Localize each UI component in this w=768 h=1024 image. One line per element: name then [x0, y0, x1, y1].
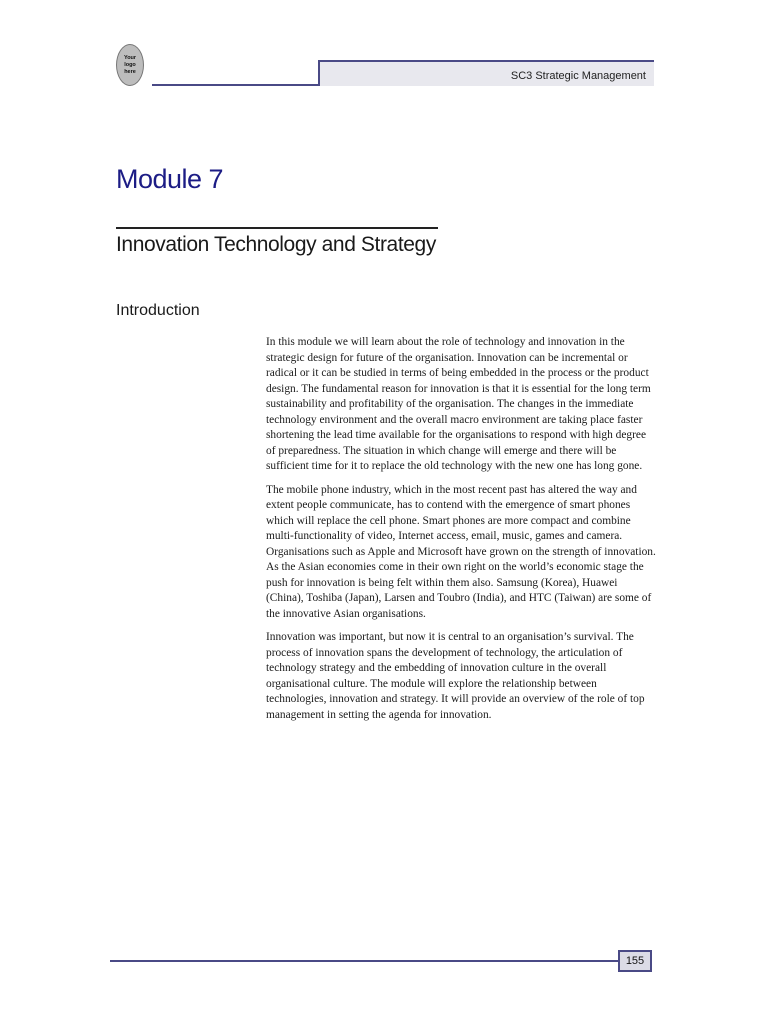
logo-text-line3: here [124, 68, 136, 75]
logo-text-line2: logo [124, 61, 136, 68]
section-heading: Introduction [116, 302, 200, 319]
module-title-rule [116, 227, 438, 229]
module-label: Module 7 [116, 164, 224, 194]
body-text [266, 335, 656, 731]
running-header [318, 60, 654, 86]
module-title: Innovation Technology and Strategy [116, 233, 436, 256]
logo-placeholder [116, 44, 144, 86]
page-number: 155 [625, 955, 645, 967]
paragraph-1: In this module we will learn about the role of technology and innovation in the strategic design for future of the organisation. Innovation can be incremental or radical or it can be studied in terms of being embedded in the process or the product design. The fundamental reason for innovation is that it is essential for the long term sustainability and profitability of the organisation. The changes in the immediate technology environment and the overall macro environment are taking place faster shortening the lead time available for the organisations to respond with high degree of preparedness. The situation in which change will emerge and there will be sufficient time for it to replace the old technology with the new one has long gone. [266, 336, 651, 472]
running-header-title: SC3 Strategic Management [510, 70, 646, 82]
footer-divider [110, 960, 618, 962]
header-divider [152, 84, 318, 86]
paragraph-2: The mobile phone industry, which in the most recent past has altered the way and extent people communicate, has to contend with the emergence of smart phones which will replace the cell phone. Smart phones are more compact and combine multi-functionality of video, Internet access, email, music, games and camera. Organisations such as Apple and Microsoft have grown on the strength of innovation. As the Asian economies come in their own right on the world’s economic stage the push for innovation is being felt within them also. Samsung (Korea), Huawei (China), Toshiba (Japan), Larsen and Toubro (India), and HTC (Taiwan) are some of the innovative Asian organisations. [266, 483, 656, 620]
paragraph-3: Innovation was important, but now it is central to an organisation’s survival. The process of innovation spans the development of technology, the articulation of technology strategy and the embedding of innovation culture in the overall organisational culture. The module will explore the relationship between technologies, innovation and strategy. It will provide an overview of the role of top management in setting the agenda for innovation. [266, 631, 645, 721]
logo-text-line1: Your [123, 54, 137, 61]
page-number-badge [618, 950, 652, 972]
